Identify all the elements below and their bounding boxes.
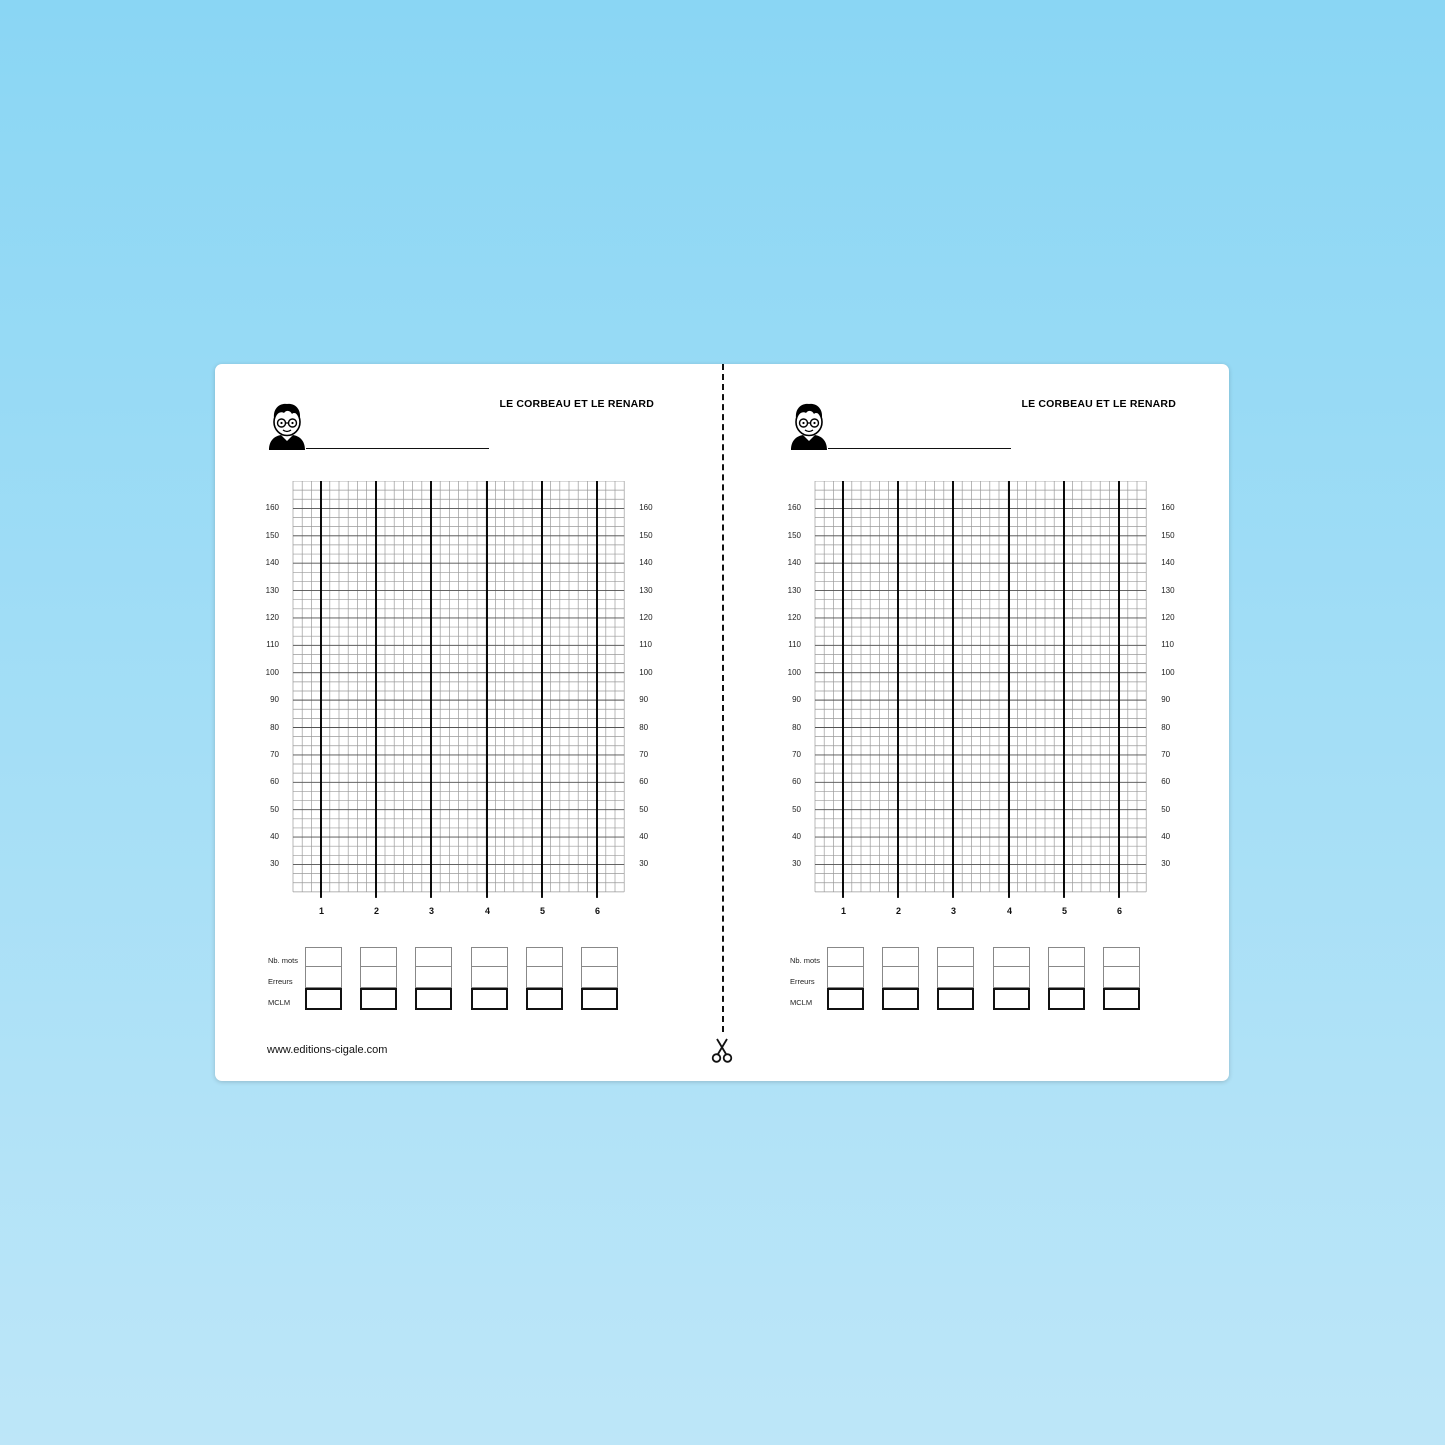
y-tick-label-left: 70	[792, 749, 801, 759]
y-tick-label-right: 100	[1161, 667, 1175, 677]
words-count-cell[interactable]	[882, 947, 919, 967]
y-tick-label-left: 150	[265, 530, 279, 540]
words-count-cell[interactable]	[1048, 947, 1085, 967]
fluency-panel-left	[215, 364, 685, 1081]
mclm-cell[interactable]	[415, 988, 452, 1010]
y-tick-label-left: 130	[265, 585, 279, 595]
y-tick-label-right: 110	[1161, 640, 1174, 650]
score-row-label: Erreurs	[268, 977, 293, 986]
errors-cell[interactable]	[526, 967, 563, 988]
y-tick-label-right: 150	[1161, 530, 1175, 540]
y-tick-label-right: 90	[639, 695, 649, 705]
y-tick-label-left: 110	[788, 640, 801, 650]
y-tick-label-left: 100	[265, 667, 279, 677]
errors-cell[interactable]	[882, 967, 919, 988]
mclm-cell[interactable]	[827, 988, 864, 1010]
mclm-cell[interactable]	[1048, 988, 1085, 1010]
scissors-icon	[711, 1038, 733, 1064]
story-title: LE CORBEAU ET LE RENARD	[1021, 398, 1176, 410]
words-count-cell[interactable]	[1103, 947, 1140, 967]
y-tick-label-right: 160	[1161, 503, 1175, 513]
student-avatar-icon	[790, 402, 828, 450]
session-number-label: 5	[1061, 906, 1068, 916]
errors-cell[interactable]	[581, 967, 618, 988]
errors-cell[interactable]	[937, 967, 974, 988]
session-number-label: 3	[950, 906, 957, 916]
mclm-cell[interactable]	[581, 988, 618, 1010]
student-avatar-icon	[268, 402, 306, 450]
session-number-label: 2	[895, 906, 902, 916]
words-count-cell[interactable]	[937, 947, 974, 967]
mclm-cell[interactable]	[937, 988, 974, 1010]
y-tick-label-right: 150	[639, 530, 653, 540]
session-number-label: 1	[318, 906, 325, 916]
words-count-cell[interactable]	[993, 947, 1030, 967]
mclm-cell[interactable]	[305, 988, 342, 1010]
session-number-label: 2	[373, 906, 380, 916]
mclm-cell[interactable]	[993, 988, 1030, 1010]
y-tick-label-right: 120	[1161, 612, 1175, 622]
y-tick-label-right: 70	[1161, 749, 1171, 759]
y-tick-label-right: 30	[639, 859, 649, 869]
score-row-label: Nb. mots	[790, 956, 821, 965]
fluency-panel-right	[737, 364, 1207, 1081]
errors-cell[interactable]	[471, 967, 508, 988]
cut-line	[722, 364, 724, 1032]
progress-grid-svg[interactable]	[737, 481, 1207, 921]
y-tick-label-left: 40	[792, 832, 801, 842]
y-tick-label-right: 160	[639, 503, 653, 513]
session-number-label: 1	[840, 906, 847, 916]
session-number-label: 4	[484, 906, 491, 916]
words-count-cell[interactable]	[581, 947, 618, 967]
y-tick-label-left: 110	[266, 640, 279, 650]
errors-cell[interactable]	[993, 967, 1030, 988]
y-tick-label-left: 140	[787, 558, 801, 568]
errors-cell[interactable]	[360, 967, 397, 988]
worksheet-sheet	[215, 364, 1229, 1081]
errors-cell[interactable]	[1048, 967, 1085, 988]
y-tick-label-right: 50	[1161, 804, 1171, 814]
y-tick-label-right: 120	[639, 612, 653, 622]
words-count-cell[interactable]	[827, 947, 864, 967]
y-tick-label-right: 130	[1161, 585, 1175, 595]
y-tick-label-left: 80	[270, 722, 279, 732]
mclm-cell[interactable]	[882, 988, 919, 1010]
score-row-label: MCLM	[268, 998, 291, 1007]
y-tick-label-right: 70	[639, 749, 649, 759]
y-tick-label-right: 40	[1161, 832, 1171, 842]
score-row-label: Nb. mots	[268, 956, 299, 965]
progress-grid-svg[interactable]	[215, 481, 685, 921]
y-tick-label-right: 100	[639, 667, 653, 677]
y-tick-label-right: 30	[1161, 859, 1171, 869]
session-number-label: 6	[594, 906, 601, 916]
y-tick-label-left: 70	[270, 749, 279, 759]
y-tick-label-left: 150	[787, 530, 801, 540]
errors-cell[interactable]	[827, 967, 864, 988]
y-tick-label-left: 140	[265, 558, 279, 568]
words-count-cell[interactable]	[360, 947, 397, 967]
session-number-label: 5	[539, 906, 546, 916]
y-tick-label-left: 30	[792, 859, 801, 869]
y-tick-label-left: 160	[787, 503, 801, 513]
words-count-cell[interactable]	[415, 947, 452, 967]
y-tick-label-left: 60	[792, 777, 801, 787]
score-row-label: MCLM	[790, 998, 813, 1007]
session-number-label: 3	[428, 906, 435, 916]
y-tick-label-right: 110	[639, 640, 652, 650]
words-count-cell[interactable]	[526, 947, 563, 967]
y-tick-label-right: 40	[639, 832, 649, 842]
y-tick-label-left: 60	[270, 777, 279, 787]
y-tick-label-right: 60	[639, 777, 649, 787]
y-tick-label-left: 130	[787, 585, 801, 595]
student-name-line[interactable]	[828, 448, 1011, 449]
errors-cell[interactable]	[1103, 967, 1140, 988]
mclm-cell[interactable]	[360, 988, 397, 1010]
y-tick-label-left: 50	[270, 804, 279, 814]
mclm-cell[interactable]	[471, 988, 508, 1010]
student-name-line[interactable]	[306, 448, 489, 449]
y-tick-label-left: 50	[792, 804, 801, 814]
errors-cell[interactable]	[415, 967, 452, 988]
y-tick-label-right: 140	[639, 558, 653, 568]
y-tick-label-right: 140	[1161, 558, 1175, 568]
session-number-label: 6	[1116, 906, 1123, 916]
mclm-cell[interactable]	[1103, 988, 1140, 1010]
story-title: LE CORBEAU ET LE RENARD	[499, 398, 654, 410]
score-row-label: Erreurs	[790, 977, 815, 986]
y-tick-label-left: 100	[787, 667, 801, 677]
y-tick-label-left: 120	[265, 612, 279, 622]
errors-cell[interactable]	[305, 967, 342, 988]
y-tick-label-left: 120	[787, 612, 801, 622]
y-tick-label-right: 130	[639, 585, 653, 595]
y-tick-label-left: 80	[792, 722, 801, 732]
y-tick-label-right: 50	[639, 804, 649, 814]
y-tick-label-right: 80	[639, 722, 649, 732]
y-tick-label-left: 160	[265, 503, 279, 513]
mclm-cell[interactable]	[526, 988, 563, 1010]
y-tick-label-left: 30	[270, 859, 279, 869]
y-tick-label-right: 90	[1161, 695, 1171, 705]
words-count-cell[interactable]	[471, 947, 508, 967]
y-tick-label-left: 90	[792, 695, 801, 705]
words-count-cell[interactable]	[305, 947, 342, 967]
y-tick-label-right: 60	[1161, 777, 1171, 787]
y-tick-label-left: 90	[270, 695, 279, 705]
y-tick-label-right: 80	[1161, 722, 1171, 732]
y-tick-label-left: 40	[270, 832, 279, 842]
publisher-url[interactable]: www.editions-cigale.com	[267, 1044, 388, 1056]
session-number-label: 4	[1006, 906, 1013, 916]
